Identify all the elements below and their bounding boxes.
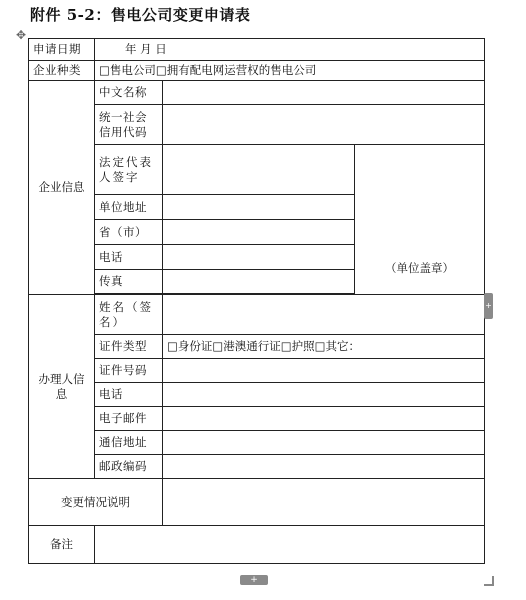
- row-remarks: [29, 526, 485, 564]
- province-field[interactable]: [163, 220, 355, 245]
- credit-code-label: 统一社会信用代码: [95, 105, 163, 145]
- change-description-label: 变更情况说明: [29, 479, 163, 526]
- mail-address-field[interactable]: [163, 431, 485, 455]
- chinese-name-label: 中文名称: [95, 81, 163, 105]
- remarks-field[interactable]: [95, 526, 485, 564]
- agent-name-sign-label: 姓名（签名）: [95, 295, 163, 335]
- row-change-description: [29, 479, 485, 526]
- row-insert-icon[interactable]: +: [484, 293, 493, 319]
- company-phone-label: 电话: [95, 245, 163, 270]
- email-label: 电子邮件: [95, 407, 163, 431]
- row-mail-address: [29, 431, 485, 455]
- province-label: 省（市）: [95, 220, 163, 245]
- chinese-name-field[interactable]: [163, 81, 485, 105]
- table-resize-icon[interactable]: [484, 576, 494, 586]
- add-row-icon[interactable]: +: [240, 575, 268, 585]
- row-postcode: [29, 455, 485, 479]
- remarks-label: 备注: [29, 526, 95, 564]
- row-id-number: [29, 359, 485, 383]
- company-phone-field[interactable]: [163, 245, 355, 270]
- postcode-label: 邮政编码: [95, 455, 163, 479]
- company-info-section-label: 企业信息: [29, 81, 95, 295]
- agent-info-section-label: 办理人信息: [29, 295, 95, 479]
- company-seal-area[interactable]: （单位盖章）: [355, 145, 485, 295]
- row-legal-rep: [29, 145, 485, 195]
- row-company-type: [29, 61, 485, 81]
- fax-label: 传真: [95, 270, 163, 294]
- company-type-options[interactable]: □售电公司□拥有配电网运营权的售电公司: [95, 61, 485, 81]
- legal-rep-sign-field[interactable]: [163, 145, 355, 195]
- fax-field[interactable]: [163, 270, 355, 294]
- row-id-type: [29, 335, 485, 359]
- row-credit-code: [29, 105, 485, 145]
- id-number-field[interactable]: [163, 359, 485, 383]
- agent-phone-field[interactable]: [163, 383, 485, 407]
- postcode-field[interactable]: [163, 455, 485, 479]
- application-form-table: [28, 38, 485, 564]
- document-title: 附件 5-2：售电公司变更申请表: [30, 6, 251, 24]
- apply-date-label: 申请日期: [29, 39, 95, 61]
- row-chinese-name: [29, 81, 485, 105]
- change-description-field[interactable]: [163, 479, 485, 526]
- id-type-options[interactable]: □身份证□港澳通行证□护照□其它：: [163, 335, 485, 359]
- credit-code-field[interactable]: [163, 105, 485, 145]
- id-type-label: 证件类型: [95, 335, 163, 359]
- row-agent-name: [29, 295, 485, 335]
- row-apply-date: [29, 39, 485, 61]
- email-field[interactable]: [163, 407, 485, 431]
- move-icon[interactable]: ✥: [15, 28, 27, 42]
- apply-date-field[interactable]: 年 月 日: [95, 39, 485, 61]
- agent-name-sign-field[interactable]: [163, 295, 485, 335]
- row-agent-phone: [29, 383, 485, 407]
- id-number-label: 证件号码: [95, 359, 163, 383]
- address-label: 单位地址: [95, 195, 163, 220]
- address-field[interactable]: [163, 195, 355, 220]
- agent-phone-label: 电话: [95, 383, 163, 407]
- legal-rep-sign-label: 法定代表人签字: [95, 145, 163, 195]
- mail-address-label: 通信地址: [95, 431, 163, 455]
- row-email: [29, 407, 485, 431]
- company-type-label: 企业种类: [29, 61, 95, 81]
